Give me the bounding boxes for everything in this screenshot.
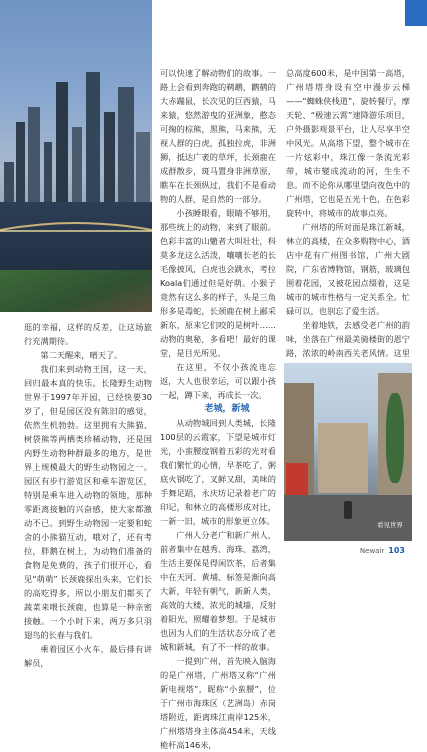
paragraph: 我们来到动物王国，这一天，回归最本真的快乐。长隆野生动物世界于1997年开园，已经快要30岁了，但是园区没有陈旧的感觉，依然生机勃勃。这里拥有大熊猫、树袋熊等两栖类珍稀动物，还是国内野生动物种群最多的地方，是世界上规模最大的野生动物园之一。园区有步行游览区和乘车游览区，特别是乘车进入动物的领地，那种零距离接触的兴奋感，使大家都激动不已。到野生动物园一定要和蛇舍的小熊猫互动，哦对了，还有考拉，胖鹅在树上，为动物们准备的食物是免费的，孩子们很开心，看见“萌萌” 长颈鹿探出头来，它们长的高吃得多，所以小朋友们都买了蔬菜来喂长颈鹿，也算是一种亲密接触。一个小时下来，两万多只羽翅鸟的长春与我们。: [24, 364, 152, 640]
tree: [386, 393, 404, 483]
brand-name: Newair: [359, 547, 385, 555]
paragraph: 可以快速了解动物们的故事。一路上会看到奔跑的鹈鹕，鹳鹤的大赤蹦鼠，长次见的巨西猿，马来猿，悠然游曳的亚洲象，憨态可掬的棕熊，黑熊，马来熊，无视人群的白虎，孤独拉虎，非洲狮，抵达广袤的草坪，长颈鹿在成群散步，斑马置身非洲草原，瞧车在长颈纵过，我们不是看动物的人群，是自然的一部分。: [160, 68, 276, 204]
paragraph: 乘着园区小火车，最后排有讲解员，: [24, 644, 152, 668]
paragraph: 广州人分老广和新广州人，前者集中在越秀、海珠、荔湾，生活主要保是得闲饮茶，后者集中在天河、黄埔、标签是渐向高大新，年轻有朝气，新新人类，高效的大楼，浓光的城墙，反射着阳光，照耀着梦想。于是城市也因为人们的生活状态分成了老城和新城，有了不一样的故事。: [160, 530, 276, 652]
paragraph: 在这里，不仅小孩流连忘返，大人也很幸运，可以跟小孩一起，蹲下来，再成长一次。: [160, 362, 276, 400]
riverbank-trees: [0, 270, 152, 312]
page-footer: [360, 546, 405, 555]
skyline-photo: [0, 0, 152, 312]
paragraph: 逛的幸福，这样的反差，让这场旅行充满期待。: [24, 322, 152, 346]
photo-tag: 看见世界: [377, 521, 403, 529]
street-photo: [284, 363, 412, 541]
paragraph: 第二天醒来，晴天了。: [40, 350, 123, 360]
paragraph: 小孩睡眼看，眼睛不够用，那些统上的动物，来到了眼前。色彩丰富的山魈者大叫壮壮，科莫多龙这么活泼，嚷嚷长老的长毛像披风，白虎也会跳水，考拉Koala们通过但是好萌。小猴子竟然有这么多的样子，头是三角形多是毒蛇，长颈鹿在树上鄙采新东，原来它们咬的是树叶……动物的奥秘，多看吧！最好的课堂，是目光所见。: [160, 208, 276, 358]
scooter-rider: [344, 501, 352, 519]
section-subtitle: 老城，新城: [204, 404, 250, 414]
paragraph: 从动物城回到人类城，长隆100层的云霞家，下望是城市灯光，小蛮腰度钢着五彩的光对看我们繁忙的心情，早茶吃了，粥底火锅吃了，叉鲜又甜，美味的手舞足蹈，永庆坊记录着老广的印记，和林立的高楼形成对比，一新一旧，城市的形象更立体。: [160, 418, 276, 526]
page-number: 103: [388, 546, 405, 555]
text-column-2: [160, 66, 276, 750]
text-column-1: [24, 320, 152, 670]
paragraph: 一提到广州，首先映入脑海的是广州塔，广州塔又称“广州新电视塔”，昵称“小蛮腰”，位于广州市海珠区（艺洲岛）赤岗塔附近，距离珠江南岸125米，广州塔塔身主体高454米，天线桅杆高146米，: [160, 656, 276, 750]
paragraph: 总高度600米，是中国第一高塔，广州塔塔身设有空中漫步云梯——“蜘蛛侠栈道”，旋转餐厅，摩天轮、“极速云霄”速降游乐项目，户外摄影观景平台，让人尽享半空中风光。从高塔下望，整个城市在一片炫彩中，珠江像一条流光彩带，城市變成流动的河，生生不息。而不论你从哪里望向夜色中的广州塔，它也是五光十色，在色彩旋转中，将城市的故事点亮。: [286, 68, 410, 218]
corner-tab: [405, 0, 427, 26]
building: [318, 423, 368, 493]
text-column-3: [286, 66, 410, 358]
paragraph: 广州塔的所对面是珠江新城，林立的高楼，在众多购物中心，酒店中花有广州图书馆，广州大剧院，广东省博物馆，钢筋，玻璃包围着花园，又被花园点缀着，这是城市的城市性格与一定关系全。忙碌可以，也别忘了爱生活。: [286, 222, 410, 316]
bridge: [0, 220, 152, 236]
paragraph: 坐着地铁，去感受老广州的韵味，坐落在广州最美骑楼街的恩宁路，浓浓的岭南西关老风情。这里: [286, 320, 410, 358]
